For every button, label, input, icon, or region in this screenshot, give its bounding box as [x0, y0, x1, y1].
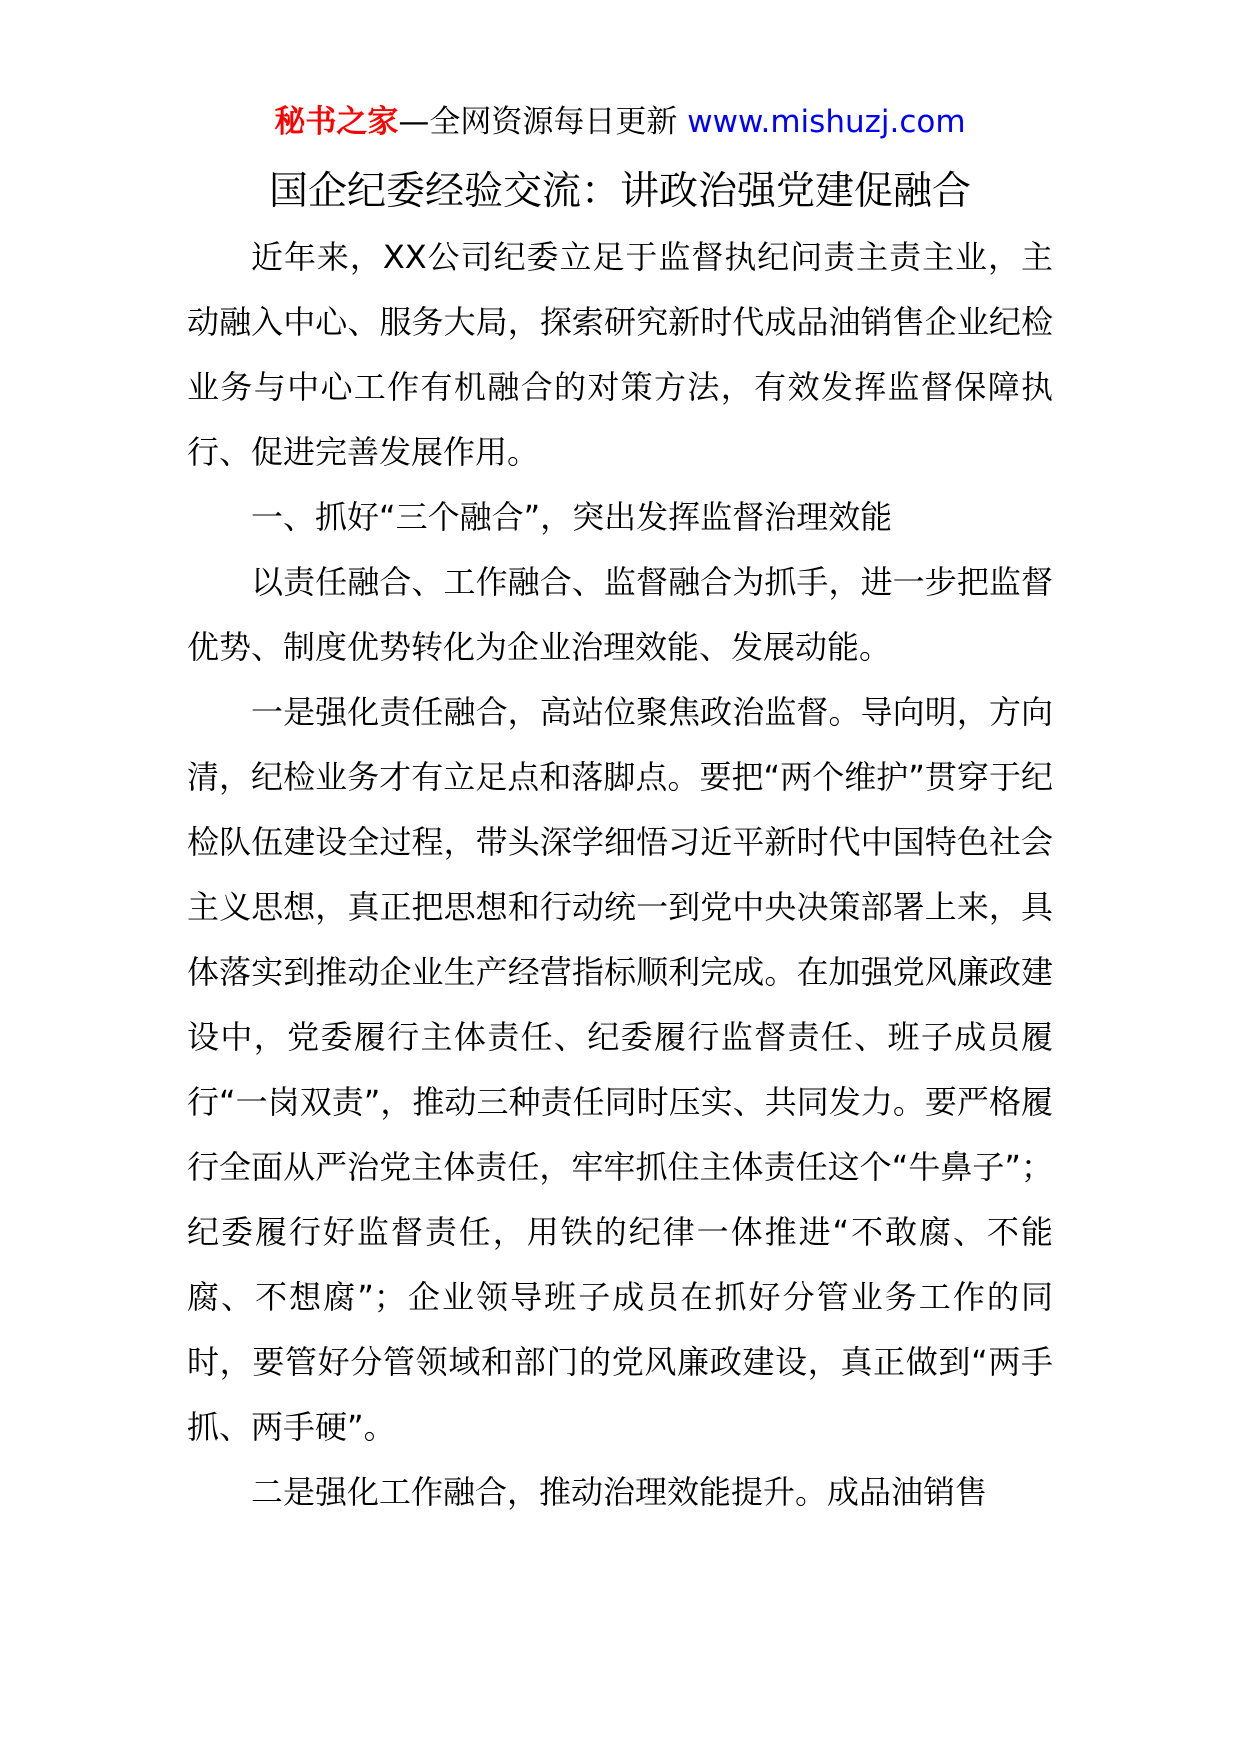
paragraph-section-intro: 以责任融合、工作融合、监督融合为抓手，进一步把监督优势、制度优势转化为企业治理效能、发展动能。	[187, 563, 1053, 666]
paragraph-responsibility-integration: 一是强化责任融合，高站位聚焦政治监督。导向明，方向清，纪检业务才有立足点和落脚点。要把“两个维护”贯穿于纪检队伍建设全过程，带头深学细悟习近平新时代中国特色社会主义思想，真正把思想和行动统一到党中央决策部署上来，具体落实到推动企业生产经营指标顺利完成。在加强党风廉政建设中，党委履行主体责任、纪委履行监督责任、班子成员履行“一岗双责”，推动三种责任同时压实、共同发力。要严格履行全面从严治党主体责任，牢牢抓住主体责任这个“牛鼻子”；纪委履行好监督责任，用铁的纪律一体推进“不敢腐、不能腐、不想腐”；企业领导班子成员在抓好分管业务工作的同时，要管好分管领域和部门的党风廉政建设，真正做到“两手抓、两手硬”。	[187, 693, 1053, 1446]
paragraph-intro: 近年来，XX公司纪委立足于监督执纪问责主责主业，主动融入中心、服务大局，探索研究新时代成品油销售企业纪检业务与中心工作有机融合的对策方法，有效发挥监督保障执行、促进完善发展作用。	[187, 238, 1053, 471]
paragraph-work-integration: 二是强化工作融合，推动治理效能提升。成品油销售	[251, 1473, 988, 1511]
site-tagline: —全网资源每日更新	[398, 104, 688, 140]
site-header	[0, 100, 1240, 144]
site-url-link[interactable]: www.mishuzj.com	[687, 104, 966, 140]
site-brand: 秘书之家	[274, 104, 399, 140]
section-heading-1: 一、抓好“三个融合”，突出发挥监督治理效能	[251, 498, 893, 536]
document-body	[187, 225, 1053, 1525]
document-title: 国企纪委经验交流：讲政治强党建促融合	[268, 169, 971, 214]
